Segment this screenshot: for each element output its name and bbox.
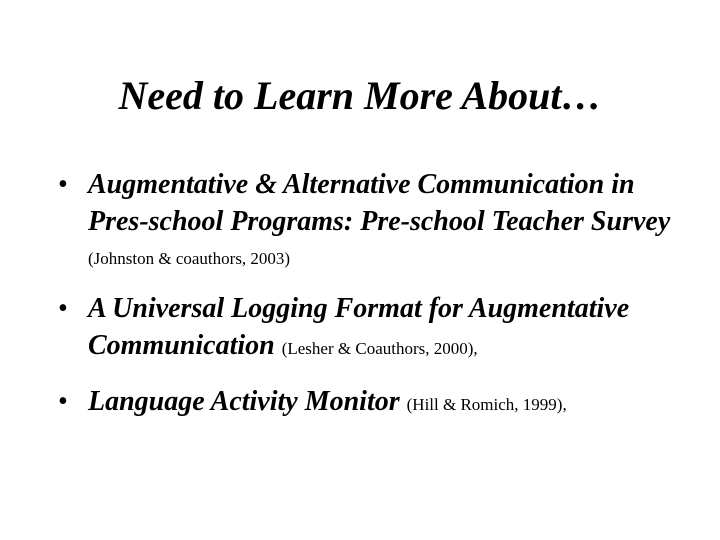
- bullet-item: [58, 290, 678, 367]
- bullet-item: [58, 166, 678, 277]
- bullet-list: [58, 166, 678, 433]
- bullet-icon: •: [58, 293, 68, 324]
- slide-title: Need to Learn More About…: [118, 73, 602, 118]
- bullet-citation: (Johnston & coauthors, 2003): [88, 249, 291, 268]
- bullet-citation: (Lesher & Coauthors, 2000),: [281, 339, 478, 358]
- bullet-text: A Universal Logging Format for Augmentative Communication: [88, 293, 630, 361]
- bullet-citation: (Hill & Romich, 1999),: [406, 395, 567, 414]
- bullet-icon: •: [58, 169, 68, 200]
- bullet-text: Augmentative & Alternative Communication in Pres-school Programs: Pre-school Teacher Survey: [88, 169, 671, 237]
- bullet-icon: •: [58, 386, 68, 417]
- bullet-text: Language Activity Monitor: [88, 386, 407, 417]
- bullet-item: [58, 383, 678, 423]
